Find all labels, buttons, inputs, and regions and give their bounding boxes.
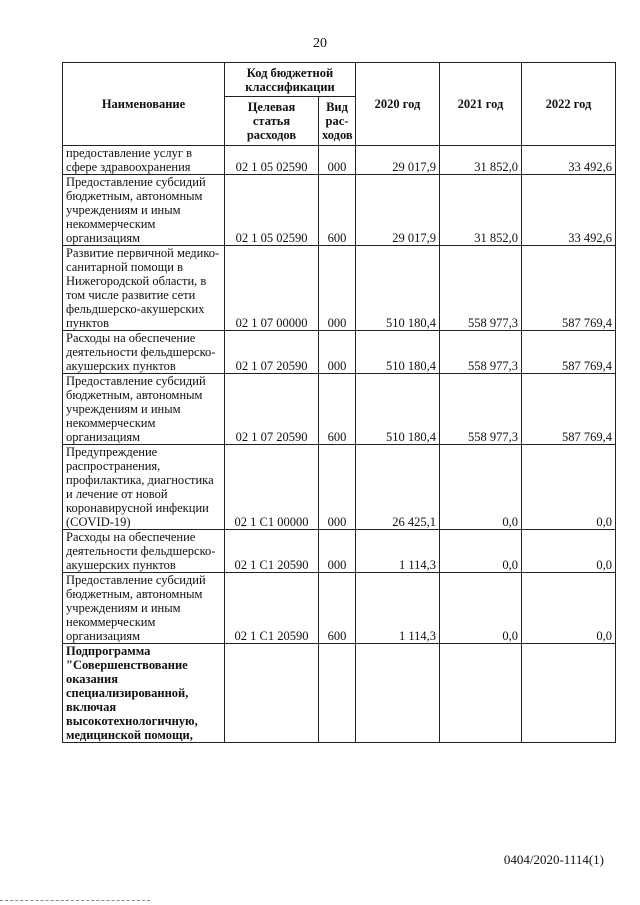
cell-2022: 0,0 — [522, 445, 616, 530]
cell-expense-type: 000 — [319, 445, 356, 530]
cell-expense-type — [319, 644, 356, 743]
cell-expense-type: 000 — [319, 530, 356, 573]
cell-2022: 0,0 — [522, 573, 616, 644]
cell-2020: 29 017,9 — [356, 175, 440, 246]
header-name: Наименование — [63, 63, 225, 146]
cell-name: предоставление услуг в сфере здравоохранения — [63, 146, 225, 175]
header-target: Целевая статья расходов — [225, 97, 319, 146]
cell-2021: 558 977,3 — [440, 374, 522, 445]
cell-expense-type: 000 — [319, 331, 356, 374]
cell-2021: 0,0 — [440, 445, 522, 530]
cell-2021: 0,0 — [440, 573, 522, 644]
table-row — [63, 374, 616, 445]
cell-expense-type: 000 — [319, 246, 356, 331]
cell-2020: 510 180,4 — [356, 246, 440, 331]
cell-2020: 1 114,3 — [356, 573, 440, 644]
cell-target-code: 02 1 07 20590 — [225, 374, 319, 445]
cell-2020 — [356, 644, 440, 743]
cell-target-code: 02 1 C1 20590 — [225, 573, 319, 644]
table-row — [63, 331, 616, 374]
cell-expense-type: 000 — [319, 146, 356, 175]
footer-divider — [0, 900, 150, 901]
cell-name: Предоставление субсидий бюджетным, автономным учреждениям и иным некоммерческим организациям — [63, 175, 225, 246]
cell-target-code: 02 1 07 20590 — [225, 331, 319, 374]
header-code-group: Код бюджетной классификации — [225, 63, 356, 97]
cell-2022: 587 769,4 — [522, 374, 616, 445]
table-row — [63, 445, 616, 530]
cell-name: Расходы на обеспечение деятельности фельдшерско-акушерских пунктов — [63, 530, 225, 573]
cell-2020: 26 425,1 — [356, 445, 440, 530]
cell-name: Развитие первичной медико-санитарной помощи в Нижегородской области, в том числе развитие сети фельдшерско-акушерских пунктов — [63, 246, 225, 331]
table-row — [63, 246, 616, 331]
cell-target-code — [225, 644, 319, 743]
cell-2022: 0,0 — [522, 530, 616, 573]
cell-name: Предоставление субсидий бюджетным, автономным учреждениям и иным некоммерческим организациям — [63, 573, 225, 644]
cell-name: Предупреждение распространения, профилактика, диагностика и лечение от новой коронавирусной инфекции (COVID-19) — [63, 445, 225, 530]
cell-2020: 510 180,4 — [356, 331, 440, 374]
cell-2021: 0,0 — [440, 530, 522, 573]
table-row — [63, 146, 616, 175]
cell-2021: 31 852,0 — [440, 175, 522, 246]
cell-2022: 587 769,4 — [522, 246, 616, 331]
cell-2022 — [522, 644, 616, 743]
cell-2021: 558 977,3 — [440, 331, 522, 374]
page-number: 20 — [313, 36, 327, 51]
cell-2021: 31 852,0 — [440, 146, 522, 175]
cell-expense-type: 600 — [319, 573, 356, 644]
document-code: 0404/2020-1114(1) — [503, 852, 604, 867]
table-row — [63, 644, 616, 743]
cell-target-code: 02 1 07 00000 — [225, 246, 319, 331]
table-row — [63, 530, 616, 573]
cell-target-code: 02 1 C1 00000 — [225, 445, 319, 530]
cell-name: Подпрограмма "Совершенствование оказания специализированной, включая высокотехнологичную, медицинской помощи, — [63, 644, 225, 743]
header-expense-type: Вид рас-ходов — [319, 97, 356, 146]
cell-target-code: 02 1 05 02590 — [225, 146, 319, 175]
cell-2020: 29 017,9 — [356, 146, 440, 175]
header-2020: 2020 год — [356, 63, 440, 146]
budget-table — [62, 62, 616, 743]
header-2022: 2022 год — [522, 63, 616, 146]
cell-expense-type: 600 — [319, 175, 356, 246]
cell-target-code: 02 1 C1 20590 — [225, 530, 319, 573]
cell-2021: 558 977,3 — [440, 246, 522, 331]
cell-target-code: 02 1 05 02590 — [225, 175, 319, 246]
table-row — [63, 175, 616, 246]
cell-2020: 1 114,3 — [356, 530, 440, 573]
cell-name: Расходы на обеспечение деятельности фельдшерско-акушерских пунктов — [63, 331, 225, 374]
cell-2021 — [440, 644, 522, 743]
cell-2022: 33 492,6 — [522, 146, 616, 175]
cell-expense-type: 600 — [319, 374, 356, 445]
header-2021: 2021 год — [440, 63, 522, 146]
cell-2022: 587 769,4 — [522, 331, 616, 374]
cell-2020: 510 180,4 — [356, 374, 440, 445]
table-row — [63, 573, 616, 644]
cell-2022: 33 492,6 — [522, 175, 616, 246]
cell-name: Предоставление субсидий бюджетным, автономным учреждениям и иным некоммерческим организациям — [63, 374, 225, 445]
